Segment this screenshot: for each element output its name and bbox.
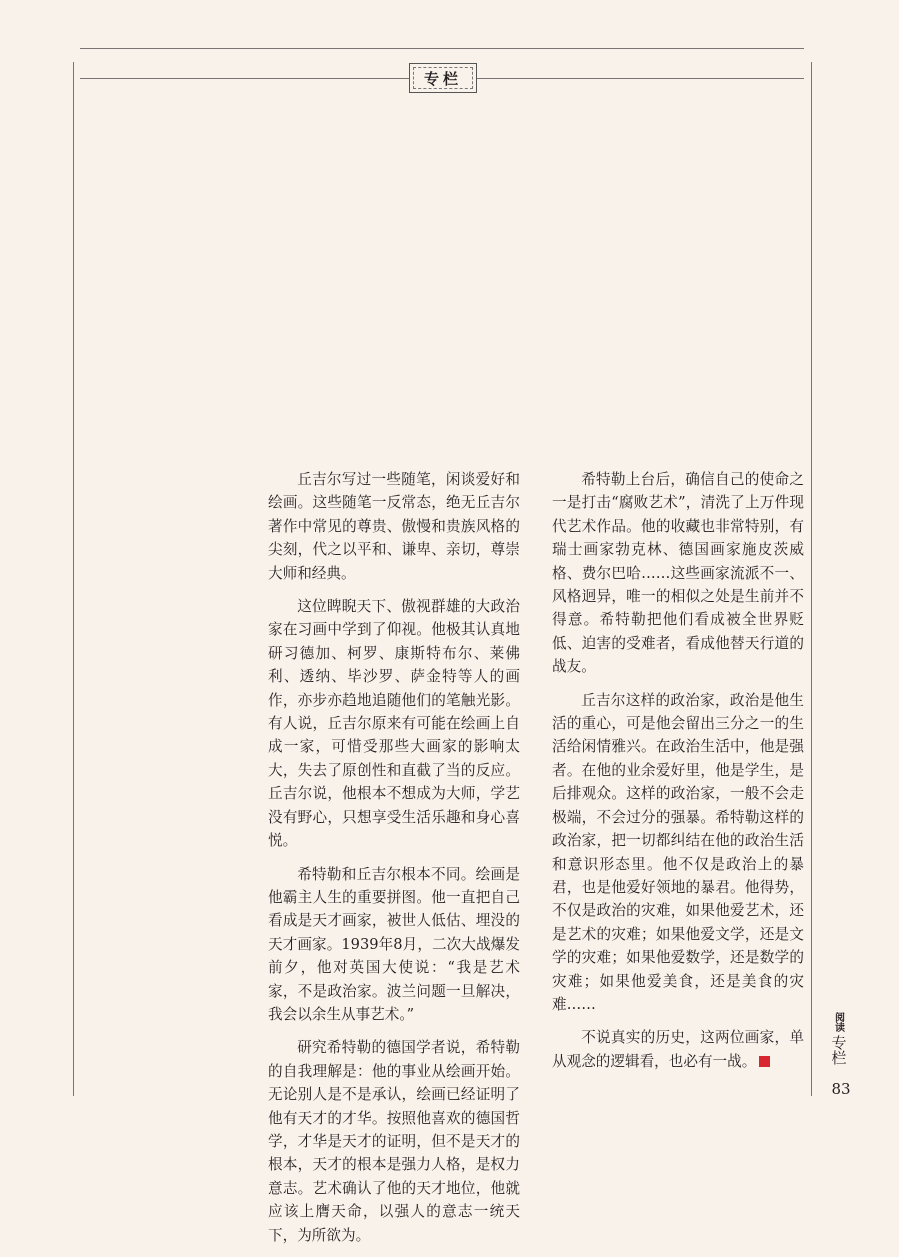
paragraph: 希特勒和丘吉尔根本不同。绘画是他霸主人生的重要拼图。他一直把自己看成是天才画家，被世人低估、埋没的天才画家。1939年8月，二次大战爆发前夕，他对英国大使说：“我是艺术家，不是政治家。波兰问题一旦解决，我会以余生从事艺术。” [268, 865, 520, 1023]
header-rule-right [477, 78, 804, 79]
paragraph-final [552, 1026, 804, 1073]
section-badge [409, 63, 477, 93]
top-rule [80, 48, 804, 49]
end-mark-icon [759, 1056, 770, 1067]
article-left-column [268, 468, 520, 1257]
paragraph: 丘吉尔这样的政治家，政治是他生活的重心，可是他会留出三分之一的生活给闲情雅兴。在政治生活中，他是强者。在他的业余爱好里，他是学生，是后排观众。这样的政治家，一般不会走极端，不会过分的强暴。希特勒这样的政治家，把一切都纠结在他的政治生活和意识形态里。他不仅是政治上的暴君，也是他爱好领地的暴君。他得势，不仅是政治的灾难，如果他爱艺术，还是艺术的灾难；如果他爱文学，还是文学的灾难；如果他爱数学，还是数学的灾难；如果他爱美食，还是美食的灾难…… [552, 691, 804, 1013]
sidebar-section-name: 专栏 [829, 1035, 848, 1065]
paragraph: 丘吉尔写过一些随笔，闲谈爱好和绘画。这些随笔一反常态，绝无丘吉尔著作中常见的尊贵、傲慢和贵族风格的尖刻，代之以平和、谦卑、亲切，尊崇大师和经典。 [268, 471, 520, 582]
section-label: 专栏 [423, 69, 462, 88]
paragraph: 希特勒上台后，确信自己的使命之一是打击“腐败艺术”，清洗了上万件现代艺术作品。他的收藏也非常特别，有瑞士画家勃克林、德国画家施皮茨威格、费尔巴哈……这些画家流派不一、风格迥异，唯一的相似之处是生前并不得意。希特勒把他们看成被全世界贬低、迫害的受难者，看成他替天行道的战友。 [552, 471, 804, 676]
magazine-name: 阅读 [832, 1012, 844, 1032]
article-right-column [552, 468, 804, 1083]
paragraph-final-text: 不说真实的历史，这两位画家，单从观念的逻辑看，也必有一战。 [552, 1029, 804, 1070]
page-number: 83 [831, 1080, 851, 1098]
paragraph: 这位睥睨天下、傲视群雄的大政治家在习画中学到了仰视。他极其认真地研习德加、柯罗、康斯特布尔、莱佛利、透纳、毕沙罗、萨金特等人的画作，亦步亦趋地追随他们的笔触光影。有人说，丘吉尔原来有可能在绘画上自成一家，可惜受那些大画家的影响太大，失去了原创性和直截了当的反应。丘吉尔说，他根本不想成为大师，学艺没有野心，只想享受生活乐趣和身心喜悦。 [268, 598, 520, 850]
sidebar-section-label [826, 1012, 850, 1065]
paragraph: 研究希特勒的德国学者说，希特勒的自我理解是：他的事业从绘画开始。无论别人是不是承认，绘画已经证明了他有天才的才华。按照他喜欢的德国哲学，才华是天才的证明，但不是天才的根本，天才的根本是强力人格，是权力意志。艺术确认了他的天才地位，他就应该上膺天命，以强人的意志一统天下，为所欲为。 [268, 1039, 520, 1244]
frame-right-line [811, 62, 812, 1096]
header-rule-left [80, 78, 409, 79]
frame-left-line [73, 62, 74, 1096]
